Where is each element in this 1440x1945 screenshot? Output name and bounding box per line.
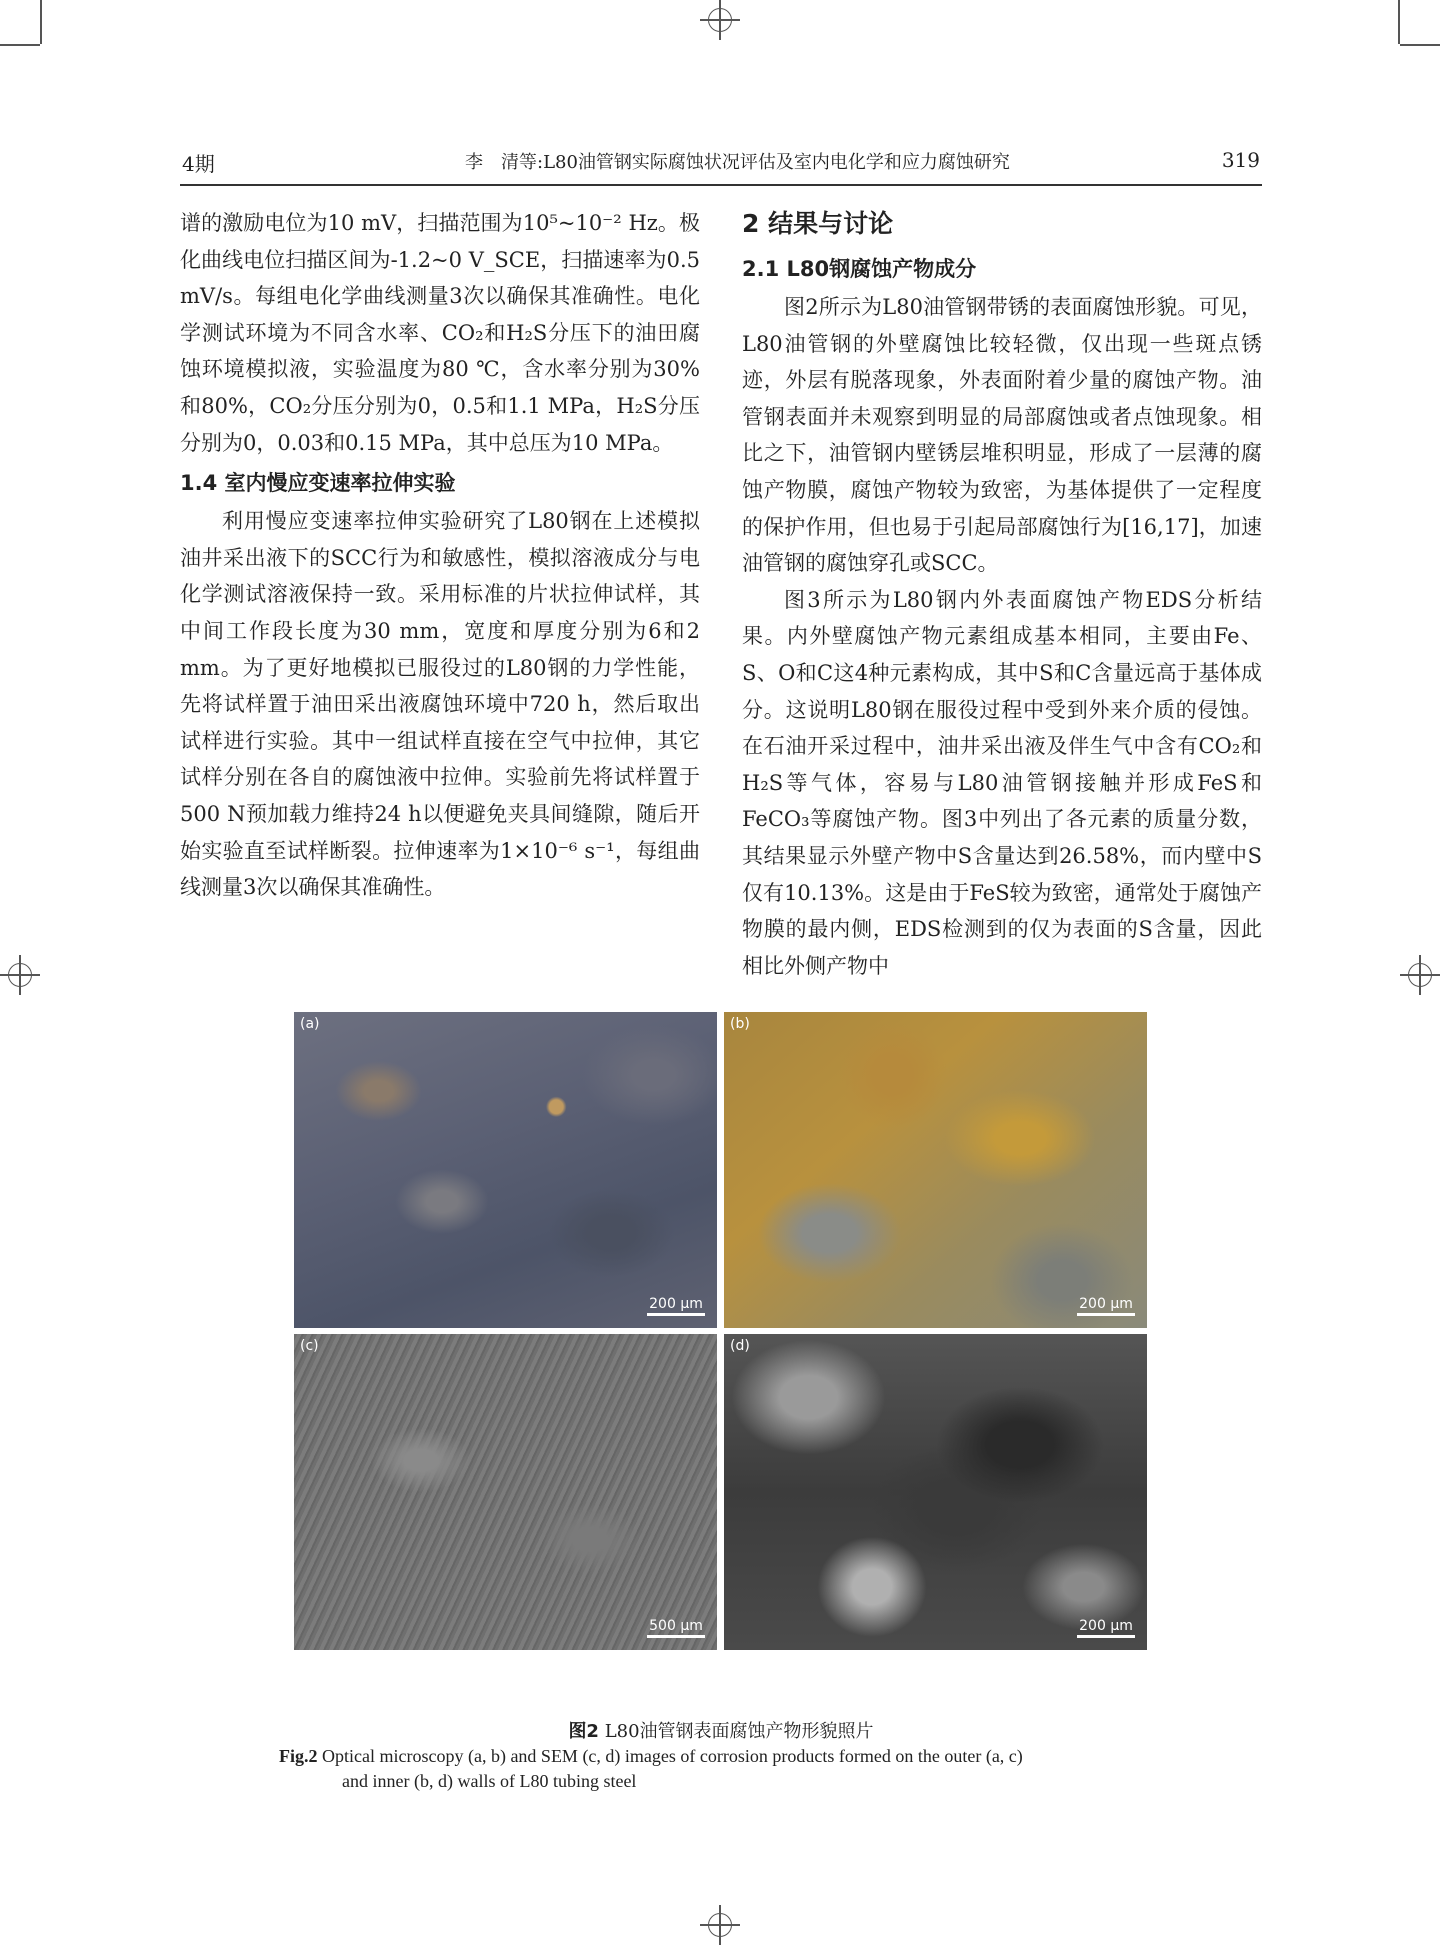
paragraph-corrosion-morphology: 图2所示为L80油管钢带锈的表面腐蚀形貌。可见，L80油管钢的外壁腐蚀比较轻微，仅出现一些斑点锈迹，外层有脱落现象，外表面附着少量的腐蚀产物。油管钢表面并未观察到明显的局部腐蚀或者点蚀现象。相比之下，油管钢内壁锈层堆积明显，形成了一层薄的腐蚀产物膜，腐蚀产物较为致密，为基体提供了一定程度的保护作用，但也易于引起局部腐蚀行为[16,17]，加速油管钢的腐蚀穿孔或SCC。 (742, 295, 1262, 576)
crop-mark (40, 0, 42, 44)
sem-panel-d (724, 1334, 1147, 1650)
micrograph-panel-a (294, 1012, 717, 1328)
panel-label: (a) (300, 1016, 320, 1032)
scale-bar-line (1077, 1635, 1135, 1638)
caption-label: Fig.2 (279, 1746, 318, 1766)
figure-caption-english (279, 1744, 1179, 1794)
scale-bar-label: 200 μm (1079, 1618, 1133, 1634)
running-header (180, 148, 1262, 184)
left-column (180, 205, 700, 906)
sem-panel-c (294, 1334, 717, 1650)
paragraph-eds-analysis: 图3所示为L80钢内外表面腐蚀产物EDS分析结果。内外壁腐蚀产物元素组成基本相同，主要由Fe、S、O和C这4种元素构成，其中S和C含量远高于基体成分。这说明L80钢在服役过程中受到外来介质的侵蚀。在石油开采过程中，油井采出液及伴生气中含有CO₂和H₂S等气体，容易与L80油管钢接触并形成FeS和FeCO₃等腐蚀产物。图3中列出了各元素的质量分数，其结果显示外壁产物中S含量达到26.58%，而内壁中S仅有10.13%。这是由于FeS较为致密，通常处于腐蚀产物膜的最内侧，EDS检测到的仅为表面的S含量，因此相比外侧产物中 (742, 587, 1262, 978)
panel-label: (b) (730, 1016, 750, 1032)
scale-bar (1077, 1618, 1135, 1638)
scale-bar (647, 1618, 705, 1638)
scale-bar-line (1077, 1313, 1135, 1316)
header-rule (180, 184, 1262, 186)
caption-text: Optical microscopy (a, b) and SEM (c, d) images of corrosion products formed on the outer (a, c) (317, 1746, 1023, 1766)
scale-bar (647, 1296, 705, 1316)
scale-bar-line (647, 1635, 705, 1638)
crop-mark (1400, 44, 1440, 46)
section-heading-1-4: 1.4 室内慢应变速率拉伸实验 (180, 471, 456, 496)
crop-mark (1398, 0, 1400, 44)
right-column (742, 205, 1262, 984)
running-title: 李 清等:L80油管钢实际腐蚀状况评估及室内电化学和应力腐蚀研究 (465, 152, 1010, 173)
scale-bar-label: 200 μm (649, 1296, 703, 1312)
panel-label: (d) (730, 1338, 750, 1354)
caption-text-line-2: and inner (b, d) walls of L80 tubing steel (342, 1771, 637, 1791)
caption-label: 图2 (568, 1721, 599, 1742)
scale-bar-label: 200 μm (1079, 1296, 1133, 1312)
registration-mark-top (700, 0, 740, 40)
section-heading-2-1: 2.1 L80钢腐蚀产物成分 (742, 257, 977, 281)
registration-mark-right (1400, 955, 1440, 995)
scale-bar-label: 500 μm (649, 1618, 703, 1634)
scale-bar (1077, 1296, 1135, 1316)
registration-mark-left (0, 955, 40, 995)
figure-caption-chinese (180, 1717, 1262, 1743)
paragraph-electrochem-method: 谱的激励电位为10 mV，扫描范围为10⁵~10⁻² Hz。极化曲线电位扫描区间为-1.2~0 V_SCE，扫描速率为0.5 mV/s。每组电化学曲线测量3次以确保其准确性。电化学测试环境为不同含水率、CO₂和H₂S分压下的油田腐蚀环境模拟液，实验温度为80 ℃，含水率分别为30%和80%，CO₂分压分别为0，0.5和1.1 MPa，H₂S分压分别为0，0.03和0.15 MPa，其中总压为10 MPa。 (180, 211, 700, 455)
paragraph-ssrt-method: 利用慢应变速率拉伸实验研究了L80钢在上述模拟油井采出液下的SCC行为和敏感性，模拟溶液成分与电化学测试溶液保持一致。采用标准的片状拉伸试样，其中间工作段长度为30 mm，宽度和厚度分别为6和2 mm。为了更好地模拟已服役过的L80钢的力学性能，先将试样置于油田采出液腐蚀环境中720 h，然后取出试样进行实验。其中一组试样直接在空气中拉伸，其它试样分别在各自的腐蚀液中拉伸。实验前先将试样置于500 N预加载力维持24 h以便避免夹具间缝隙，随后开始实验直至试样断裂。拉伸速率为1×10⁻⁶ s⁻¹，每组曲线测量3次以确保其准确性。 (180, 509, 700, 900)
registration-mark-bottom (700, 1905, 740, 1945)
micrograph-panel-b (724, 1012, 1147, 1328)
figure-2 (294, 1012, 1147, 1702)
panel-label: (c) (300, 1338, 319, 1354)
section-heading-2: 2 结果与讨论 (742, 209, 894, 238)
page-number: 319 (1221, 148, 1260, 172)
scale-bar-line (647, 1313, 705, 1316)
issue-number: 4期 (182, 152, 215, 176)
crop-mark (0, 44, 40, 46)
caption-text: L80油管钢表面腐蚀产物形貌照片 (598, 1721, 874, 1742)
